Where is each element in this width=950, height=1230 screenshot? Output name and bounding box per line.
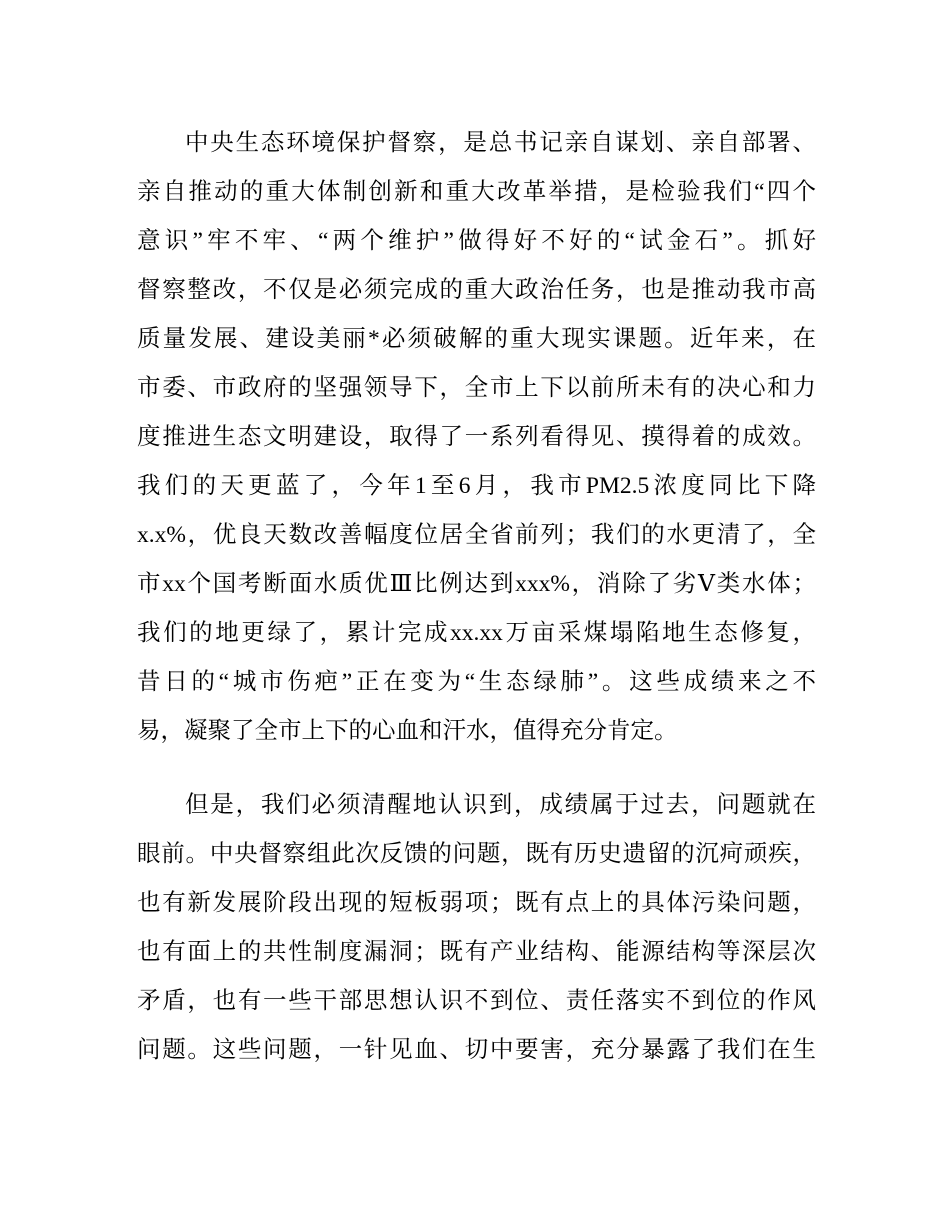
text-line: 亲自推动的重大体制创新和重大改革举措，是检验我们“四个 <box>137 179 816 205</box>
text-line: 市xx个国考断面水质优Ⅲ比例达到xxx%，消除了劣Ⅴ类水体； <box>137 571 816 597</box>
paragraph <box>137 119 816 756</box>
text-line: x.x%，优良天数改善幅度位居全省前列；我们的水更清了，全 <box>137 522 816 548</box>
text-line: 也有新发展阶段出现的短板弱项；既有点上的具体污染问题， <box>137 890 816 916</box>
text-line: 也有面上的共性制度漏洞；既有产业结构、能源结构等深层次 <box>137 939 816 965</box>
text-line: 度推进生态文明建设，取得了一系列看得见、摸得着的成效。 <box>137 424 816 450</box>
text-line: 市委、市政府的坚强领导下，全市上下以前所未有的决心和力 <box>137 375 816 401</box>
text-line: 中央生态环境保护督察，是总书记亲自谋划、亲自部署、 <box>185 130 816 156</box>
text-line: 眼前。中央督察组此次反馈的问题，既有历史遗留的沉疴顽疾， <box>137 841 816 867</box>
text-line: 易，凝聚了全市上下的心血和汗水，值得充分肯定。 <box>137 718 678 744</box>
text-line: 质量发展、建设美丽*必须破解的重大现实课题。近年来，在 <box>137 326 816 352</box>
text-line: 矛盾，也有一些干部思想认识不到位、责任落实不到位的作风 <box>137 988 816 1014</box>
document-body <box>137 119 816 1075</box>
text-line: 我们的地更绿了，累计完成xx.xx万亩采煤塌陷地生态修复， <box>137 620 816 646</box>
text-line: 问题。这些问题，一针见血、切中要害，充分暴露了我们在生 <box>137 1037 816 1063</box>
text-line: 我们的天更蓝了，今年1至6月，我市PM2.5浓度同比下降 <box>137 473 816 499</box>
paragraph <box>137 781 816 1075</box>
text-line: 但是，我们必须清醒地认识到，成绩属于过去，问题就在 <box>185 792 816 818</box>
text-line: 昔日的“城市伤疤”正在变为“生态绿肺”。这些成绩来之不 <box>137 669 816 695</box>
text-line: 督察整改，不仅是必须完成的重大政治任务，也是推动我市高 <box>137 277 816 303</box>
text-line: 意识”牢不牢、“两个维护”做得好不好的“试金石”。抓好 <box>137 228 816 254</box>
